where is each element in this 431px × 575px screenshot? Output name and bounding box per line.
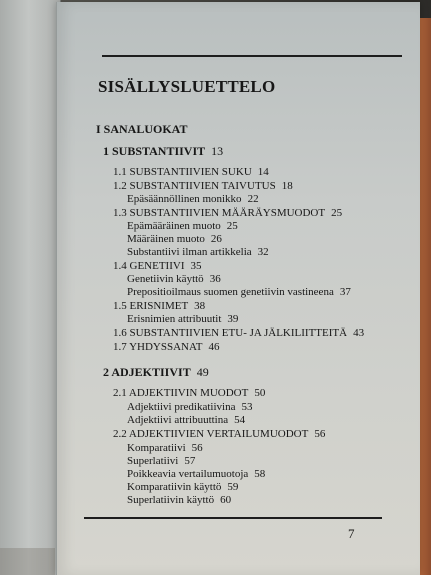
toc-entry-text: Superlatiivi <box>127 455 179 467</box>
toc-entry-text: 1.1 SUBSTANTIIVIEN SUKU <box>113 166 252 178</box>
toc-entry-page: 56 <box>191 442 203 454</box>
toc-entry-page: 60 <box>220 494 232 506</box>
toc-entry-page: 25 <box>331 207 343 219</box>
toc-entry-page: 18 <box>281 180 293 192</box>
toc-entry-text: Epäsäännöllinen monikko <box>127 193 242 205</box>
toc-entry-text: 1.5 ERISNIMET <box>113 300 189 312</box>
toc-entry-adjektiivi-attribuuttina <box>127 413 245 428</box>
toc-entry-page: 46 <box>208 341 220 353</box>
toc-entry-text: Substantiivi ilman artikkelia <box>127 246 252 258</box>
toc-entry-text: Prepositioilmaus suomen genetiivin vastineena <box>127 286 334 298</box>
toc-entry-page: 50 <box>254 387 266 399</box>
toc-entry-epasaannollinen-monikko <box>127 192 259 207</box>
toc-entry-page: 58 <box>254 468 266 480</box>
toc-entry-text: Komparatiivi <box>127 442 186 454</box>
toc-entry-text: 2 ADJEKTIIVIT <box>103 365 191 379</box>
toc-entry-page: 36 <box>209 273 221 285</box>
toc-entry-text: Genetiivin käyttö <box>127 273 204 285</box>
toc-entry-page: 49 <box>196 365 209 379</box>
toc-entry-text: 1.4 GENETIIVI <box>113 260 185 272</box>
toc-entry-adjektiivin-muodot <box>113 386 265 401</box>
toc-entry-page: 38 <box>194 300 206 312</box>
toc-entry-text: 1 SUBSTANTIIVIT <box>103 144 206 158</box>
bottom-rule <box>84 517 382 519</box>
toc-entry-page: 13 <box>211 144 224 158</box>
toc-entry-etu-ja-jalkiliitteita <box>113 326 364 341</box>
toc-entry-text: Komparatiivin käyttö <box>127 481 222 493</box>
toc-entry-page: 14 <box>257 166 269 178</box>
left-page-shadow <box>0 548 55 575</box>
toc-entry-adjektiivit <box>103 365 209 380</box>
toc-entry-text: 1.6 SUBSTANTIIVIEN ETU- JA JÄLKILIITTEITÄ <box>113 327 348 339</box>
toc-entry-page: 26 <box>210 233 222 245</box>
toc-entry-page: 32 <box>257 246 269 258</box>
toc-entry-page: 54 <box>234 414 246 426</box>
toc-entry-ilman-artikkelia <box>127 245 269 260</box>
toc-entry-substantiivit <box>103 144 223 159</box>
left-page-edge <box>0 0 61 575</box>
toc-entry-text: I SANALUOKAT <box>96 122 188 136</box>
toc-entry-vertailumuodot <box>113 427 325 442</box>
toc-entry-text: Epämääräinen muoto <box>127 220 221 232</box>
page-title: SISÄLLYSLUETTELO <box>98 77 276 96</box>
toc-entry-text: 1.7 YHDYSSANAT <box>113 341 203 353</box>
toc-page <box>56 2 420 575</box>
toc-entry-suku <box>113 165 269 180</box>
toc-entry-page: 35 <box>190 260 202 272</box>
toc-entry-text: Adjektiivi attribuuttina <box>127 414 229 426</box>
toc-entry-text: Poikkeavia vertailumuotoja <box>127 468 249 480</box>
toc-entry-text: 1.2 SUBSTANTIIVIEN TAIVUTUS <box>113 180 276 192</box>
toc-entry-text: Määräinen muoto <box>127 233 205 245</box>
toc-entry-text: 1.3 SUBSTANTIIVIEN MÄÄRÄYSMUODOT <box>113 207 326 219</box>
top-rule <box>102 55 402 57</box>
toc-entry-page: 37 <box>339 286 351 298</box>
toc-entry-page: 57 <box>184 455 196 467</box>
toc-entry-text: Superlatiivin käyttö <box>127 494 215 506</box>
toc-entry-superlatiivin-kaytto <box>127 493 231 508</box>
toc-entry-page: 25 <box>226 220 238 232</box>
toc-entry-prepositioilmaus <box>127 285 351 300</box>
toc-entry-erisnimien-attribuutit <box>127 312 238 327</box>
toc-entry-page: 56 <box>314 428 326 440</box>
toc-entry-text: Adjektiivi predikatiivina <box>127 401 236 413</box>
page-number: 7 <box>348 526 355 541</box>
toc-entry-page: 59 <box>227 481 239 493</box>
toc-entry-page: 53 <box>241 401 253 413</box>
toc-entry-page: 22 <box>247 193 259 205</box>
toc-entry-page: 43 <box>353 327 365 339</box>
toc-entry-yhdyssanat <box>113 340 219 355</box>
toc-entry-sanaluokat <box>96 122 187 137</box>
toc-entry-page: 39 <box>227 313 239 325</box>
toc-entry-text: Erisnimien attribuutit <box>127 313 222 325</box>
toc-entry-text: 2.1 ADJEKTIIVIN MUODOT <box>113 387 249 399</box>
toc-entry-text: 2.2 ADJEKTIIVIEN VERTAILUMUODOT <box>113 428 309 440</box>
